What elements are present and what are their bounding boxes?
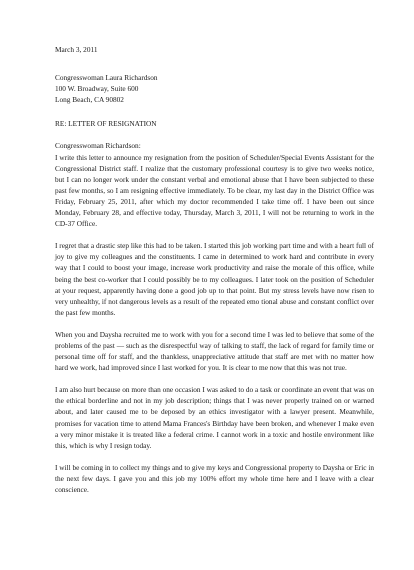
letter-date: March 3, 2011 — [55, 45, 98, 54]
recipient-address — [55, 72, 374, 105]
paragraph-recruitment: When you and Daysha recruited me to work with you for a second time I was led to believe that some of the problems of the past — such as the disrespectful way of talking to staff, the lack of regard for family time or personal time off for staff, and the thankless, unappreciative attitude that staff are met with no matter how hard we work, had improved since I last worked for you. It is clear to me now that this was not true. — [55, 329, 374, 373]
recipient-city: Long Beach, CA 90802 — [55, 95, 124, 105]
letter-salutation: Congresswoman Richardson: — [55, 141, 141, 151]
paragraph-resignation: I write this letter to announce my resignation from the position of Scheduler/Special Events Assistant for the Congressional District staff. I realize that the customary professional courtesy is to give two weeks notice, but I can no longer work under the constant verbal and emotional abuse that I have been subjected to these past few months, so I am resigning effective immediately. To be clear, my last day in the District Office was Friday, February 25, 2011, after which my doctor recommended I take time off. I have been out since Monday, February 28, and effective today, Thursday, March 3, 2011, I will not be returning to work in the CD-37 Office. — [55, 152, 374, 229]
recipient-name: Congresswoman Laura Richardson — [55, 73, 158, 83]
paragraph-ethics: I am also hurt because on more than one occasion I was asked to do a task or coordinate an event that was on the ethical borderline and not in my job description; things that I was never properly trained on or warned about, and later caused me to be deposed by an ethics investigator with a lawyer present. Meanwhile, promises for vacation time to attend Mama Frances's Birthday have been broken, and whenever I make even a very minor mistake it is treated like a federal crime. I cannot work in a toxic and hostile environment like this, which is why I resign today. — [55, 385, 374, 450]
paragraph-closing: I will be coming in to collect my things and to give my keys and Congressional property to Daysha or Eric in the next few days. I gave you and this job my 100% effort my whole time here and I leave with a clear conscience. — [55, 462, 374, 494]
letter-subject: RE: LETTER OF RESIGNATION — [55, 119, 157, 129]
recipient-street: 100 W. Broadway, Suite 600 — [55, 84, 139, 94]
paragraph-regret: I regret that a drastic step like this had to be taken. I started this job working part time and with a heart full of joy to give my colleagues and the constituents. I came in determined to work hard and contribute in every way that I could to boost your image, increase work productivity and raise the morale of this office, while being the best co-worker that I could possibly be to my colleagues. I later took on the position of Scheduler at your request, apparently having done a good job up to that point. But my stress levels have now risen to very unhealthy, if not dangerous levels as a result of the repeated emo tional abuse and constant conflict over the past few months. — [55, 241, 374, 317]
